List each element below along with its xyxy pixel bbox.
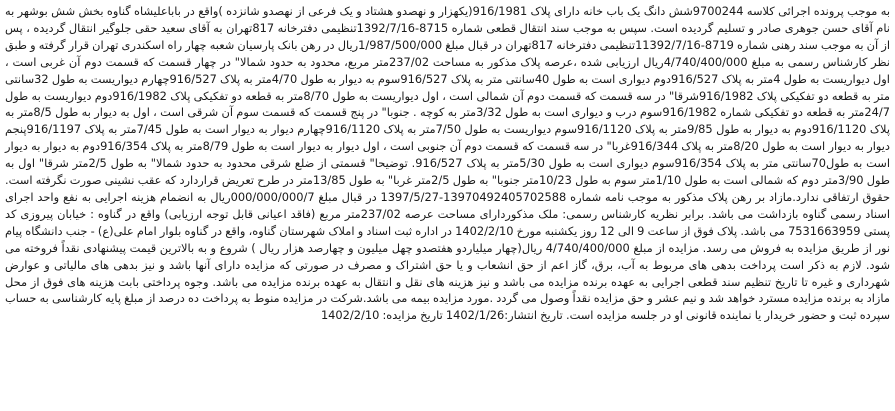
auction-notice-text: به موجب پرونده اجرائی کلاسه 9700244شش دانگ یک باب خانه دارای پلاک 916/1981(یکهزار و نهصدو هشتاد و یک فرعی از نهصدو شانزده )واقع در باباعلیشاه گناوه بخش شش بوشهر به نام آقای حسن جوهری صادر و تسلیم گردیده است. سپس به موجب سند انتقال قطعی شماره 8715-1392/7/16تنظیمی دفترخانه 817تهران به آقای سعید حقی جلوگیر انتقال گردیده ، پس از آن به موجب سند رهنی شماره 8719-11392/7/16تنظیمی دفترخانه 817تهران در قبال مبلغ 1/987/500/000ریال در رهن بانک پارسیان شعبه چهار راه اسکندری تهران قرار گرفته و طبق نظر کارشناس رسمی به مبلغ 4/740/400/000ریال ارزیابی شده ،عرصه پلاک مذکور به مساحت 237/02متر مربع، محدود به حدود شمالا" در چهار قسمت که قسمت دوم آن غربی است ، اول دیواریست به طول 4متر به پلاک 916/527دوم دیواری است به طول 40سانتی متر به پلاک 916/527سوم به دیوار به طول 4/70متر به پلاک 916/527چهارم دیواریست به طول 32سانتی متر به قطعه دو تفکیکی پلاک 916/1982شرقا" در سه قسمت که قسمت دوم آن شمالی است ، اول دیواریست به طول 8/70متر به قطعه دو تفکیکی پلاک 916/1982دوم دیواریست به طول 24/7متر به قطعه دو تفکیکی شماره 916/1982سوم درب و دیواری است به طول 3/32متر به کوچه . جنوبا" در پنج قسمت که قسمت سوم آن شرقی است ، اول به دیوار به طول 8/5متر به پلاک 916/1120دوم به دیوار به طول 9/85متر به پلاک 916/1120سوم دیواریست به طول 7/50متر به پلاک 916/1120چهارم دیوار به دیوار است به طول 7/45متر به پلاک 916/1197پنجم دیوار به دیوار است به طول 8/20متر به پلاک 916/344غربا" در سه قسمت که قسمت دوم آن جنوبی است ، اول دیوار به دیوار است به طول 8/79متر به پلاک 916/354دوم به دیوار به دیوار است به طول70سانتی متر به پلاک 916/354سوم دیواری است به طول 5/30متر به پلاک 916/527. توضیحا" قسمتی از ضلع شرقی محدود به حدود شمالا" به طول 2/5متر شرقا" اول به طول 3/90متر دوم که شمالی است به طول 1/10متر سوم به طول 10/23متر جنوبا" به طول 2/5متر غربا" به طول 13/85متر در طرح تعریض قراردارد که عقب نشینی صورت نگرفته است. حقوق ارتفاقی ندارد.مازاد بر رهن پلاک مذکور به موجب نامه شماره 13970492405702588-1397/5/27 در قبال مبلغ 000/000/000/7ریال به انضمام هزینه اجرایی به نفع واحد اجرای اسناد رسمی گناوه بازداشت می باشد. برابر نظریه کارشناس رسمی: ملک مذکوردارای مساحت عرصه 237/02متر مربع (فاقد اعیانی قابل توجه ارزیابی) واقع در گناوه : خیابان پیروزی کد پستی 7531663959 می باشد. پلاک فوق از ساعت 9 الی 12 روز یکشنبه مورخ 1402/2/10 در اداره ثبت اسناد و املاک شهرستان گناوه، واقع در گناوه بلوار امام علی(ع) - جنب دانشگاه پیام نور از طریق مزایده به فروش می رسد. مزایده از مبلغ 4/740/400/000 ریال(چهار میلیاردو هفتصدو چهل میلیون و چهارصد هزار ریال ) شروع و به بالاترین قیمت پیشنهادی نقداً فروخته می شود. لازم به ذکر است پرداخت بدهی های مربوط به آب، برق، گاز اعم از حق انشعاب و یا حق اشتراک و مصرف در صورتی که مزایده دارای آنها باشد و نیز بدهی های مالیاتی و عوارض شهرداری و غیره تا تاریخ تنظیم سند قطعی اجرایی به عهده برنده مزایده می باشد و نیز هزینه های نقل و انتقال به عهده برنده مزایده می باشد. وجوه پرداختی بابت هزینه های فوق از محل مازاد به برنده مزایده مسترد خواهد شد و نیم عشر و حق مزایده نقداً وصول می گردد .مورد مزایده بیمه می باشد.شرکت در مزایده منوط به پرداخت ده درصد از مبلغ پایه کارشناسی به حساب سپرده ثبت و حضور خریدار یا نماینده قانونی او در جلسه مزایده است. تاریخ انتشار:1402/1/26 تاریخ مزایده: 1402/2/10 [5, 4, 890, 323]
